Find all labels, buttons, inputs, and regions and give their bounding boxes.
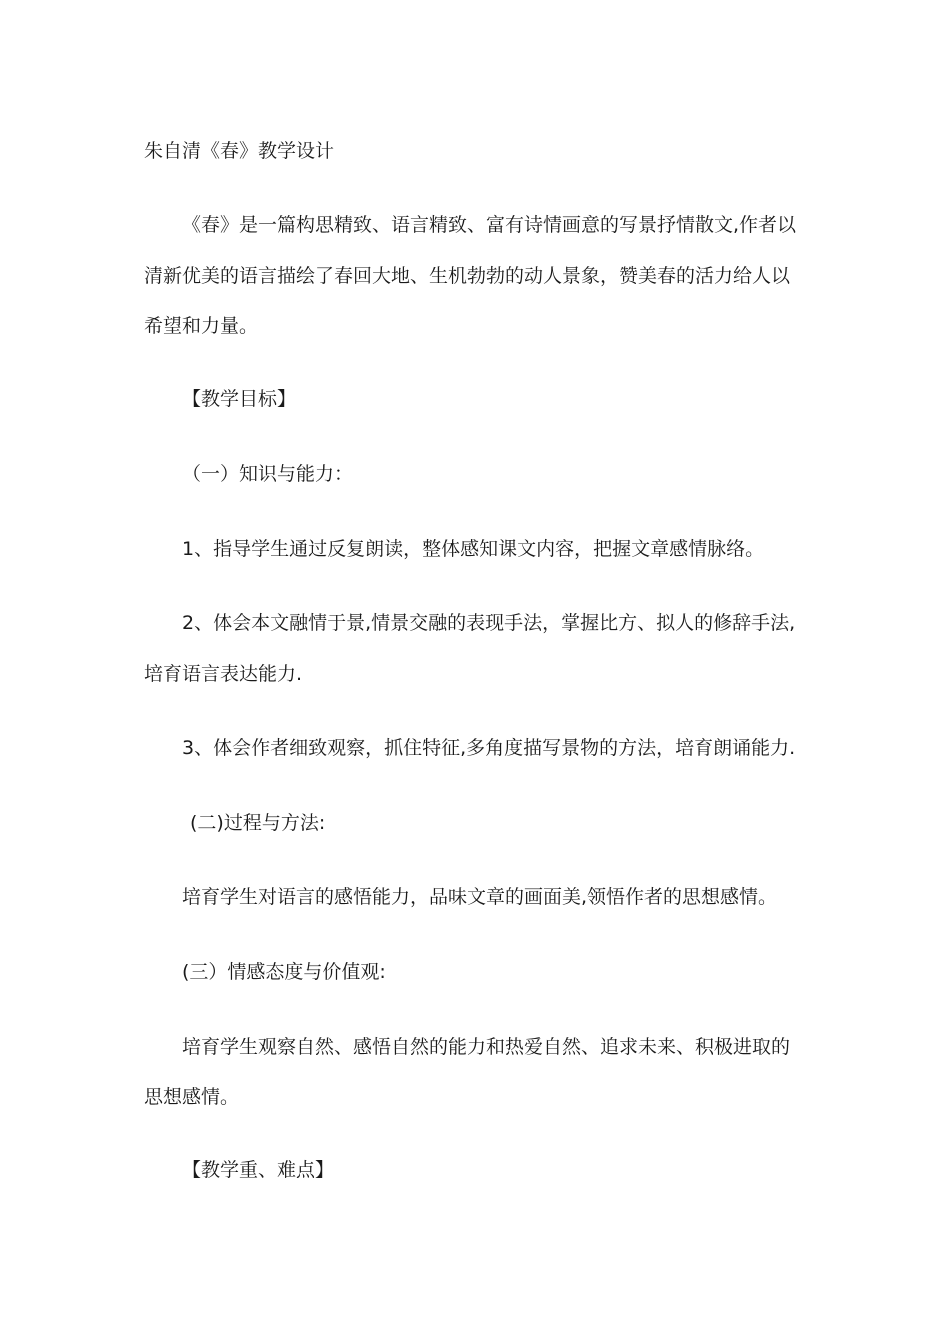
intro-line-2: 清新优美的语言描绘了春回大地、生机勃勃的动人景象，赞美春的活力给人以 (144, 265, 791, 287)
goal-item-3: 3、体会作者细致观察，抓住特征,多角度描写景物的方法，培育朗诵能力. (182, 737, 796, 759)
section-heading-goals: 【教学目标】 (182, 388, 297, 410)
intro-line-3: 希望和力量。 (144, 315, 259, 337)
sub-heading-process: (二)过程与方法: (190, 812, 326, 834)
intro-line-1: 《春》是一篇构思精致、语言精致、富有诗情画意的写景抒情散文,作者以 (182, 214, 797, 236)
goal-item-2-line-1: 2、体会本文融情于景,情景交融的表现手法，掌握比方、拟人的修辞手法, (182, 612, 796, 634)
goal-item-2-line-2: 培育语言表达能力. (144, 663, 303, 685)
sub-heading-knowledge: （一）知识与能力： (182, 463, 354, 485)
process-text: 培育学生对语言的感悟能力，品味文章的画面美,领悟作者的思想感情。 (182, 886, 778, 908)
attitude-text-line-2: 思想感情。 (144, 1086, 240, 1108)
goal-item-1: 1、指导学生通过反复朗读，整体感知课文内容，把握文章感情脉络。 (182, 538, 765, 560)
section-heading-key-points: 【教学重、难点】 (182, 1159, 335, 1181)
document-title: 朱自清《春》教学设计 (144, 140, 335, 162)
sub-heading-attitude: (三）情感态度与价值观: (182, 961, 386, 983)
attitude-text-line-1: 培育学生观察自然、感悟自然的能力和热爱自然、追求未来、积极进取的 (182, 1036, 791, 1058)
